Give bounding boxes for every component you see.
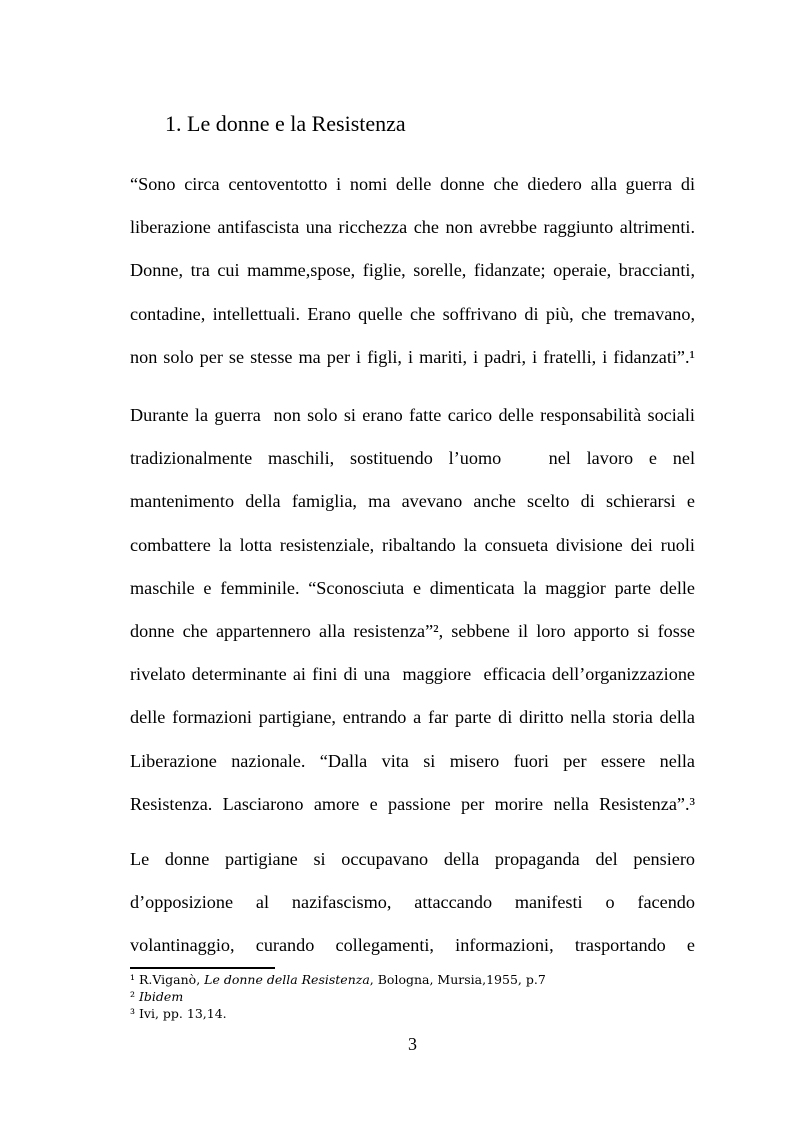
section-heading: 1. Le donne e la Resistenza xyxy=(165,111,406,136)
text-line: contadine, intellettuali. Erano quelle che soffrivano di più, che tremavano, xyxy=(130,303,695,324)
text-line: Liberazione nazionale. “Dalla vita si misero fuori per essere nella xyxy=(130,750,695,771)
text-line: “Sono circa centoventotto i nomi delle donne che diedero alla guerra di xyxy=(130,174,695,194)
text-line: maschile e femminile. “Sconosciuta e dimenticata la maggior parte delle xyxy=(130,577,695,598)
footnote-segment: Le donne della Resistenza xyxy=(204,972,370,987)
text-line: tradizionalmente maschili, sostituendo l’uomo nel lavoro e nel xyxy=(130,448,695,469)
text-line: liberazione antifascista una ricchezza che non avrebbe raggiunto altrimenti. xyxy=(130,217,695,238)
footnote xyxy=(130,971,695,988)
footnote-segment: , Bologna, Mursia,1955, p.7 xyxy=(369,972,546,987)
footnotes xyxy=(130,971,695,1022)
text-line: donne che appartennero alla resistenza”², sebbene il loro apporto si fosse xyxy=(130,620,695,641)
text-line: mantenimento della famiglia, ma avevano anche scelto di schierarsi e xyxy=(130,491,695,512)
text-line: Resistenza. Lasciarono amore e passione per morire nella Resistenza”.³ xyxy=(130,793,695,814)
footnote-segment: Ibidem xyxy=(138,989,184,1004)
text-line: d’opposizione al nazifascismo, attaccando manifesti o facendo xyxy=(130,892,695,913)
footnote-segment: ³ Ivi, pp. 13,14. xyxy=(130,1006,227,1021)
footnote xyxy=(130,988,695,1005)
footnote-segment: ¹ R.Viganò, xyxy=(130,972,205,987)
text-line: Le donne partigiane si occupavano della propaganda del pensiero xyxy=(130,849,695,869)
text-line: non solo per se stesse ma per i figli, i mariti, i padri, i fratelli, i fidanzati”.¹ xyxy=(130,346,695,367)
body-paragraph xyxy=(130,394,695,826)
footnote-separator xyxy=(130,967,275,969)
body-paragraph xyxy=(130,838,695,968)
footnote xyxy=(130,1005,695,1022)
body-paragraph xyxy=(130,163,695,379)
footnote-segment: ² xyxy=(130,989,139,1004)
text-line: volantinaggio, curando collegamenti, informazioni, trasportando e xyxy=(130,935,695,956)
text-line: Donne, tra cui mamme,spose, figlie, sorelle, fidanzate; operaie, braccianti, xyxy=(130,260,695,281)
page-number: 3 xyxy=(408,1034,417,1054)
text-line: Durante la guerra non solo si erano fatte carico delle responsabilità sociali xyxy=(130,405,695,425)
text-line: delle formazioni partigiane, entrando a far parte di diritto nella storia della xyxy=(130,707,695,728)
text-line: rivelato determinante ai fini di una maggiore efficacia dell’organizzazione xyxy=(130,664,695,685)
text-line: combattere la lotta resistenziale, ribaltando la consueta divisione dei ruoli xyxy=(130,534,695,555)
